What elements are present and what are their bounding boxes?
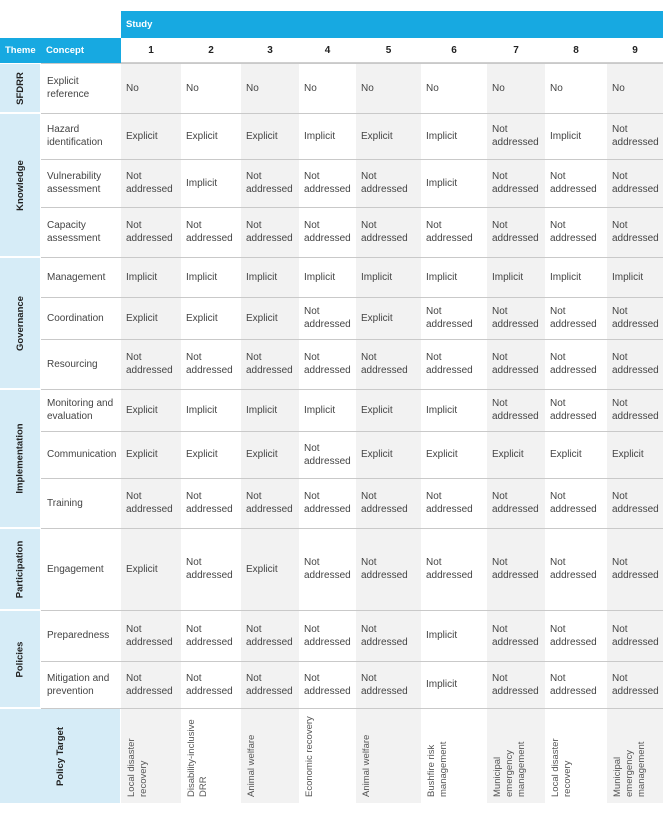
- value-cell: Not addressed: [121, 207, 181, 257]
- value-cell: Implicit: [181, 159, 241, 207]
- value-cell: Explicit: [356, 113, 421, 159]
- value-cell: No: [181, 63, 241, 113]
- value-cell: Not addressed: [121, 478, 181, 528]
- row-divider: [41, 159, 663, 160]
- theme-cell: [0, 611, 40, 707]
- policy-target-text: Bushfire risk management: [426, 741, 449, 797]
- concept-cell: Communication: [41, 431, 121, 478]
- value-cell: Not addressed: [607, 297, 663, 339]
- value-cell: Implicit: [421, 113, 487, 159]
- value-cell: Implicit: [121, 257, 181, 297]
- value-cell: Implicit: [487, 257, 545, 297]
- row-divider: [41, 431, 663, 432]
- concept-cell: Resourcing: [41, 339, 121, 389]
- row-divider: [41, 528, 663, 529]
- value-cell: Not addressed: [356, 159, 421, 207]
- value-cell: Not addressed: [241, 339, 299, 389]
- value-cell: Implicit: [421, 661, 487, 708]
- concept-cell: Coordination: [41, 297, 121, 339]
- value-cell: No: [545, 63, 607, 113]
- value-cell: Not addressed: [356, 661, 421, 708]
- value-cell: Not addressed: [545, 159, 607, 207]
- policy-target-cell: [299, 709, 356, 803]
- policy-target-text: Animal welfare: [361, 734, 372, 797]
- value-cell: Explicit: [545, 431, 607, 478]
- value-cell: Explicit: [421, 431, 487, 478]
- concept-cell: Mitigation and prevention: [41, 661, 121, 708]
- value-cell: Not addressed: [487, 528, 545, 610]
- value-cell: Not addressed: [421, 207, 487, 257]
- value-cell: Explicit: [241, 528, 299, 610]
- value-cell: Not addressed: [607, 661, 663, 708]
- value-cell: Not addressed: [487, 478, 545, 528]
- value-cell: Not addressed: [487, 339, 545, 389]
- value-cell: Explicit: [121, 431, 181, 478]
- value-cell: Explicit: [241, 113, 299, 159]
- theme-cell-label: Participation: [14, 540, 26, 598]
- study-number: 6: [421, 38, 487, 63]
- value-cell: Not addressed: [356, 610, 421, 661]
- value-cell: Implicit: [421, 389, 487, 431]
- theme-cell: [0, 64, 40, 112]
- theme-cell-label: Policies: [14, 641, 26, 677]
- concept-cell: Engagement: [41, 528, 121, 610]
- concept-cell: Preparedness: [41, 610, 121, 661]
- value-cell: Not addressed: [181, 528, 241, 610]
- row-divider: [41, 113, 663, 114]
- value-cell: Explicit: [241, 431, 299, 478]
- value-cell: Not addressed: [607, 478, 663, 528]
- policy-target-header: [0, 709, 120, 803]
- value-cell: Implicit: [421, 159, 487, 207]
- value-cell: Not addressed: [607, 610, 663, 661]
- value-cell: Not addressed: [356, 528, 421, 610]
- row-divider: [41, 661, 663, 662]
- value-cell: Not addressed: [181, 661, 241, 708]
- value-cell: Explicit: [121, 528, 181, 610]
- value-cell: Not addressed: [299, 159, 356, 207]
- value-cell: Not addressed: [241, 207, 299, 257]
- value-cell: Not addressed: [299, 207, 356, 257]
- policy-target-text: Disability-inclusive DRR: [186, 719, 209, 797]
- row-divider: [41, 297, 663, 298]
- concept-cell: Hazard identification: [41, 113, 121, 159]
- theme-cell-label: Implementation: [14, 423, 26, 494]
- theme-cell: [0, 114, 40, 256]
- study-number: 1: [121, 38, 181, 63]
- value-cell: No: [121, 63, 181, 113]
- policy-target-text: Economic recovery: [304, 716, 315, 797]
- concept-cell: Training: [41, 478, 121, 528]
- value-cell: Not addressed: [545, 389, 607, 431]
- value-cell: Not addressed: [487, 661, 545, 708]
- theme-cell-label: SFDRR: [14, 71, 26, 105]
- theme-cell-label: Governance: [14, 295, 26, 351]
- value-cell: Not addressed: [607, 528, 663, 610]
- policy-target-cell: [241, 709, 299, 803]
- value-cell: Not addressed: [241, 610, 299, 661]
- policy-target-cell: [607, 709, 663, 803]
- study-number: 8: [545, 38, 607, 63]
- value-cell: Not addressed: [181, 478, 241, 528]
- concept-cell: Vulnerability assessment: [41, 159, 121, 207]
- value-cell: Not addressed: [241, 478, 299, 528]
- value-cell: Implicit: [299, 113, 356, 159]
- value-cell: No: [421, 63, 487, 113]
- value-cell: Not addressed: [487, 207, 545, 257]
- value-cell: Not addressed: [181, 207, 241, 257]
- policy-target-text: Municipal emergency management: [492, 741, 527, 797]
- concept-cell: Capacity assessment: [41, 207, 121, 257]
- value-cell: No: [356, 63, 421, 113]
- concept-cell: Explicit reference: [41, 63, 121, 113]
- value-cell: Not addressed: [121, 610, 181, 661]
- value-cell: No: [607, 63, 663, 113]
- value-cell: Not addressed: [299, 431, 356, 478]
- row-divider: [41, 339, 663, 340]
- row-divider: [41, 207, 663, 208]
- policy-target-header-label: Policy Target: [54, 726, 66, 786]
- study-number: 3: [241, 38, 299, 63]
- value-cell: Explicit: [121, 297, 181, 339]
- value-cell: Not addressed: [241, 159, 299, 207]
- value-cell: Not addressed: [607, 339, 663, 389]
- value-cell: Implicit: [181, 389, 241, 431]
- value-cell: Explicit: [607, 431, 663, 478]
- value-cell: Not addressed: [487, 610, 545, 661]
- value-cell: Not addressed: [421, 339, 487, 389]
- policy-target-cell: [121, 709, 181, 803]
- study-header: Study: [121, 11, 663, 38]
- value-cell: Implicit: [241, 389, 299, 431]
- value-cell: Not addressed: [421, 528, 487, 610]
- value-cell: Not addressed: [121, 339, 181, 389]
- theme-cell: [0, 529, 40, 609]
- value-cell: Implicit: [421, 257, 487, 297]
- row-divider: [41, 478, 663, 479]
- value-cell: Explicit: [121, 113, 181, 159]
- value-cell: Not addressed: [545, 207, 607, 257]
- value-cell: Not addressed: [356, 478, 421, 528]
- value-cell: Implicit: [421, 610, 487, 661]
- theme-cell: [0, 390, 40, 527]
- value-cell: Explicit: [356, 431, 421, 478]
- value-cell: Not addressed: [607, 207, 663, 257]
- value-cell: Implicit: [545, 257, 607, 297]
- value-cell: Explicit: [356, 297, 421, 339]
- value-cell: No: [241, 63, 299, 113]
- value-cell: Implicit: [356, 257, 421, 297]
- policy-target-cell: [487, 709, 545, 803]
- value-cell: Explicit: [241, 297, 299, 339]
- policy-target-cell: [545, 709, 607, 803]
- study-number: 2: [181, 38, 241, 63]
- theme-cell-label: Knowledge: [14, 159, 26, 211]
- value-cell: Not addressed: [356, 339, 421, 389]
- policy-target-text: Animal welfare: [246, 734, 257, 797]
- value-cell: Not addressed: [607, 389, 663, 431]
- value-cell: Not addressed: [487, 389, 545, 431]
- value-cell: Not addressed: [487, 113, 545, 159]
- value-cell: Not addressed: [545, 478, 607, 528]
- policy-target-cell: [181, 709, 241, 803]
- value-cell: Not addressed: [545, 339, 607, 389]
- policy-target-cell: [356, 709, 421, 803]
- concept-cell: Management: [41, 257, 121, 297]
- value-cell: Not addressed: [607, 113, 663, 159]
- value-cell: Not addressed: [545, 661, 607, 708]
- value-cell: Not addressed: [299, 528, 356, 610]
- value-cell: Implicit: [545, 113, 607, 159]
- study-number: 5: [356, 38, 421, 63]
- study-number: 7: [487, 38, 545, 63]
- policy-target-text: Municipal emergency management: [612, 741, 647, 797]
- value-cell: No: [299, 63, 356, 113]
- value-cell: Explicit: [356, 389, 421, 431]
- policy-target-text: Local disaster recovery: [550, 738, 573, 797]
- policy-target-cell: [421, 709, 487, 803]
- value-cell: Implicit: [607, 257, 663, 297]
- theme-cell: [0, 258, 40, 388]
- value-cell: Not addressed: [356, 207, 421, 257]
- concept-cell: Monitoring and evaluation: [41, 389, 121, 431]
- value-cell: Not addressed: [299, 610, 356, 661]
- value-cell: Explicit: [181, 431, 241, 478]
- value-cell: Explicit: [181, 113, 241, 159]
- value-cell: Not addressed: [181, 339, 241, 389]
- value-cell: Not addressed: [545, 297, 607, 339]
- value-cell: Not addressed: [299, 297, 356, 339]
- value-cell: Implicit: [181, 257, 241, 297]
- value-cell: Implicit: [299, 257, 356, 297]
- value-cell: Not addressed: [121, 159, 181, 207]
- value-cell: Not addressed: [299, 661, 356, 708]
- value-cell: Not addressed: [121, 661, 181, 708]
- value-cell: Not addressed: [487, 159, 545, 207]
- study-number: 4: [299, 38, 356, 63]
- value-cell: Not addressed: [487, 297, 545, 339]
- row-divider: [41, 610, 663, 611]
- value-cell: No: [487, 63, 545, 113]
- value-cell: Explicit: [121, 389, 181, 431]
- study-number: 9: [607, 38, 663, 63]
- value-cell: Implicit: [241, 257, 299, 297]
- concept-header: Concept: [41, 38, 121, 63]
- row-divider: [41, 257, 663, 258]
- policy-target-text: Local disaster recovery: [126, 738, 149, 797]
- value-cell: Not addressed: [181, 610, 241, 661]
- theme-header: Theme: [0, 38, 41, 63]
- header-divider: [41, 63, 663, 64]
- value-cell: Not addressed: [421, 478, 487, 528]
- value-cell: Not addressed: [545, 528, 607, 610]
- value-cell: Not addressed: [299, 339, 356, 389]
- value-cell: Not addressed: [607, 159, 663, 207]
- value-cell: Implicit: [299, 389, 356, 431]
- value-cell: Explicit: [181, 297, 241, 339]
- value-cell: Not addressed: [241, 661, 299, 708]
- value-cell: Explicit: [487, 431, 545, 478]
- value-cell: Not addressed: [299, 478, 356, 528]
- value-cell: Not addressed: [545, 610, 607, 661]
- value-cell: Not addressed: [421, 297, 487, 339]
- row-divider: [41, 389, 663, 390]
